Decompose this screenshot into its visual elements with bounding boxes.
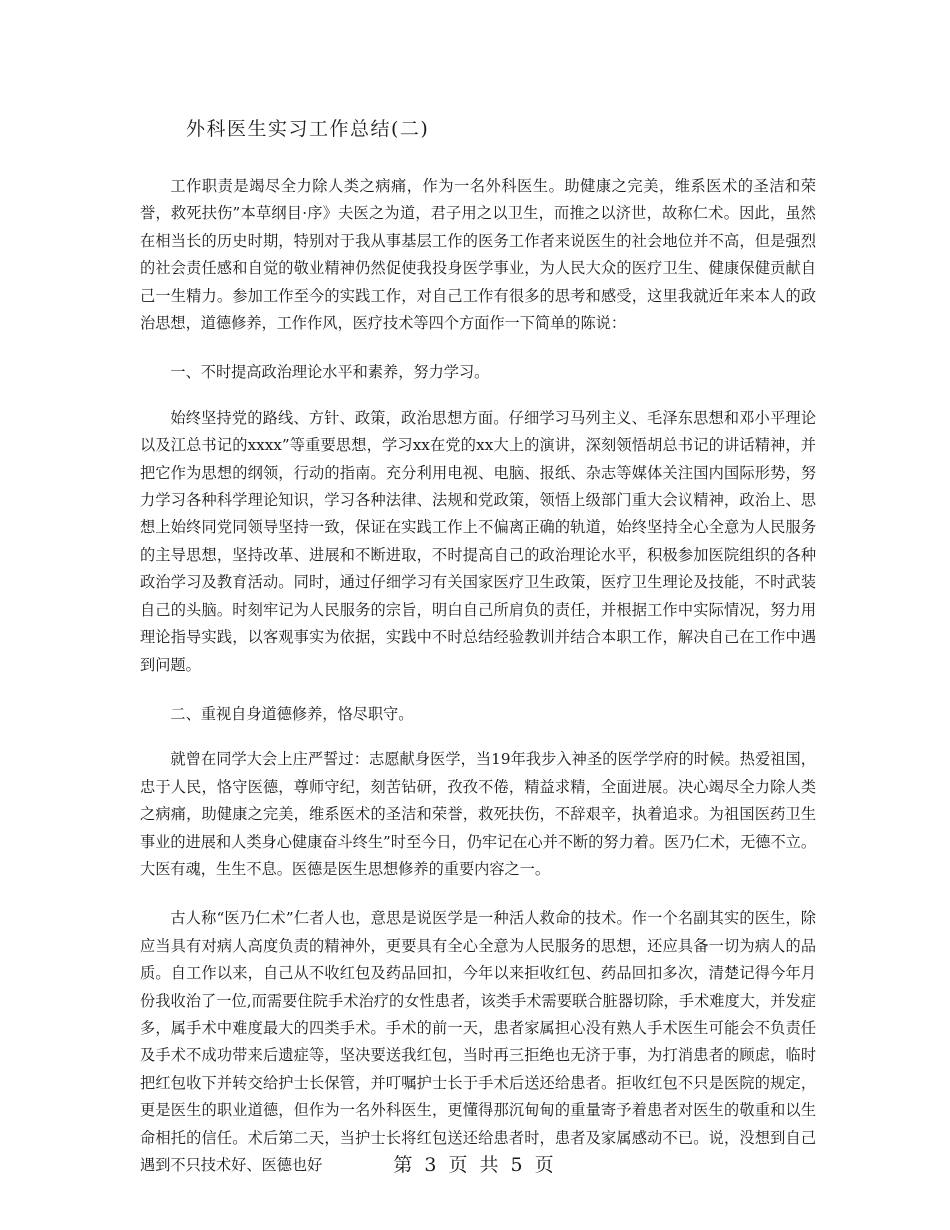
- paragraph-political: 始终坚持党的路线、方针、政策，政治思想方面。仔细学习马列主义、毛泽东思想和邓小平理论以及江总书记的xxxx”等重要思想，学习xx在党的xx大上的演讲，深刻领悟胡总书记的讲话精神，并把它作为思想的纲领，行动的指南。充分利用电视、电脑、报纸、杂志等媒体关注国内国际形势，努力学习各种科学理论知识，学习各种法律、法规和党政策，领悟上级部门重大会议精神，政治上、思想上始终同党同领导坚持一致，保证在实践工作上不偏离正确的轨道，始终坚持全心全意为人民服务的主导思想，坚持改革、进展和不断进取，不时提高自己的政治理论水平，积极参加医院组织的各种政治学习及教育活动。同时，通过仔细学习有关国家医疗卫生政策，医疗卫生理论及技能，不时武装自己的头脑。时刻牢记为人民服务的宗旨，明白自己所肩负的责任，并根据工作中实际情况，努力用理论指导实践，以客观事实为依据，实践中不时总结经验教训并结合本职工作，解决自己在工作中遇到问题。: [140, 408, 816, 674]
- paragraph-oath: 就曾在同学大会上庄严誓过：志愿献身医学，当19年我步入神圣的医学学府的时候。热爱祖国，忠于人民，恪守医德，尊师守纪，刻苦钻研，孜孜不倦，精益求精，全面进展。决心竭尽全力除人类之病痛，助健康之完美，维系医术的圣洁和荣誉，救死扶伤，不辞艰辛，执着追求。为祖国医药卫生事业的进展和人类身心健康奋斗终生”时至今日，仍牢记在心并不断的努力着。医乃仁术，无德不立。大医有魂，生生不息。医德是医生思想修养的重要内容之一。: [140, 750, 817, 878]
- paragraph-intro: 工作职责是竭尽全力除人类之病痛，作为一名外科医生。助健康之完美，维系医术的圣洁和荣誉，救死扶伤”本草纲目·序》夫医之为道，君子用之以卫生，而推之以济世，故称仁术。因此，虽然在相当长的历史时期，特别对于我从事基层工作的医务工作者来说医生的社会地位并不高，但是强烈的社会责任感和自觉的敬业精神仍然促使我投身医学事业，为人民大众的医疗卫生、健康保健贡献自己一生精力。参加工作至今的实践工作，对自己工作有很多的思考和感受，这里我就近年来本人的政治思想，道德修养，工作作风，医疗技术等四个方面作一下简单的陈说：: [140, 177, 816, 333]
- page-number-footer: 第 3 页 共 5 页: [393, 1154, 557, 1176]
- section-heading-1: 一、不时提高政治理论水平和素养，努力学习。: [170, 363, 490, 382]
- section-heading-2: 二、重视自身道德修养，恪尽职守。: [170, 704, 414, 723]
- paragraph-ethics: 古人称“医乃仁术”仁者人也，意思是说医学是一种活人救命的技术。作一个名副其实的医生，除应当具有对病人高度负责的精神外，更要具有全心全意为人民服务的思想，还应具备一切为病人的品质。自工作以来，自己从不收红包及药品回扣，今年以来拒收红包、药品回扣多次，清楚记得今年月份我收治了一位,而需要住院手术治疗的女性患者，该类手术需要联合脏器切除，手术难度大，并发症多，属手术中难度最大的四类手术。手术的前一天，患者家属担心没有熟人手术医生可能会不负责任及手术不成功带来后遗症等，坚决要送我红包，当时再三拒绝也无济于事，为打消患者的顾虑，临时把红包收下并转交给护士长保管，并叮嘱护士长于手术后送还给患者。拒收红包不只是医院的规定，更是医生的职业道德，但作为一名外科医生，更懂得那沉甸甸的重量寄予着患者对医生的敬重和以生命相托的信任。术后第二天，当护士长将红包送还给患者时，患者及家属感动不已。说，没想到自己遇到不只技术好、医德也好: [140, 909, 816, 1174]
- document-title: 外科医生实习工作总结(二): [186, 118, 430, 140]
- document-body: [140, 173, 816, 1201]
